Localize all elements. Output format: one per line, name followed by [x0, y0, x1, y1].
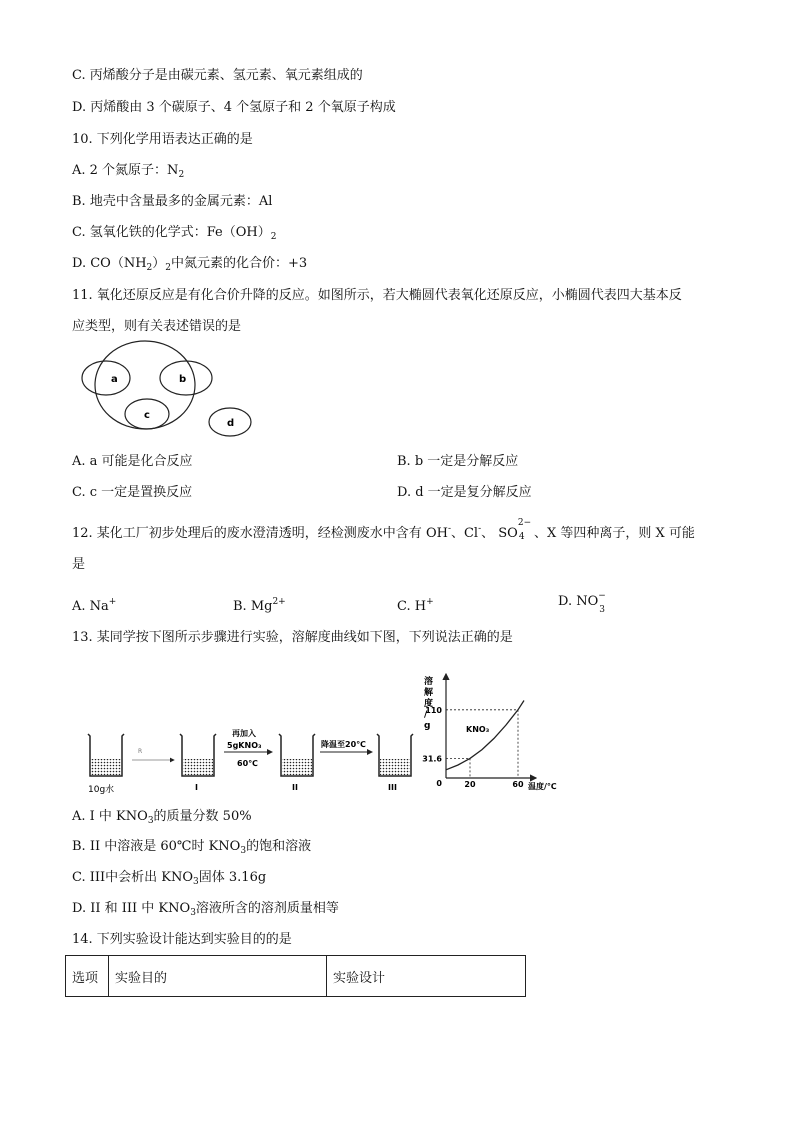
y-axis-label — [424, 675, 434, 731]
q12-stem-line1: 12. 某化工厂初步处理后的废水澄清透明，经检测废水中含有 OH-、Cl-、 SO 2− 4 、X 等四种离子，则 X 可能 — [72, 518, 695, 542]
step-add-line1: 再加入 — [232, 729, 256, 738]
q11-stem-line2: 应类型，则有关表述错误的是 — [72, 319, 242, 334]
beaker-I — [180, 734, 216, 776]
q14-stem: 14. 下列实验设计能达到实验目的的是 — [72, 932, 292, 947]
beaker-II — [279, 734, 315, 776]
step-add-line2: 5gKNO₃ — [227, 741, 262, 750]
q12-option-d: D. NO − 3 — [558, 591, 606, 615]
x-tick-0: 0 — [436, 779, 442, 788]
table-header-row — [66, 956, 526, 997]
q10-stem: 10. 下列化学用语表达正确的是 — [72, 132, 253, 147]
step-cool-label: 降温至20℃ — [321, 740, 366, 749]
q11-option-b: B. b 一定是分解反应 — [397, 454, 519, 469]
q12-option-b: B. $Mg^{2+}$ — [233, 597, 286, 614]
q10-option-b: B. 地壳中含量最多的金属元素：Al — [72, 194, 273, 209]
q13-option-b: B. II 中溶液是 60℃时 $KNO_3$的饱和溶液 — [72, 839, 312, 856]
x-tick-2: 60 — [512, 780, 524, 789]
small-ellipse-a — [82, 361, 130, 395]
q13-option-c: C. III中会析出 $KNO_3$固体 3.16g — [72, 870, 267, 887]
header-option: 选项 — [66, 956, 109, 997]
q10-option-d: D. $CO(NH_2)_2$中氮元素的化合价：+3 — [72, 256, 308, 273]
q11-option-d: D. d 一定是复分解反应 — [397, 485, 532, 500]
q13-solubility-chart — [416, 668, 576, 794]
beaker-III — [377, 734, 413, 776]
label-start: 10g水 — [88, 785, 115, 795]
y-axis-label-char: 解 — [424, 688, 434, 698]
chart-dynamic — [422, 701, 524, 790]
q14-table — [65, 955, 526, 997]
x-axis-label: 温度/℃ — [528, 782, 557, 791]
q10-option-c: C. 氢氧化铁的化学式：$Fe(OH)_2$ — [72, 225, 277, 242]
q10-option-a: A. 2 个氮原子：$N_2$ — [72, 163, 185, 180]
y-axis-label-char: 溶 — [424, 677, 434, 687]
header-purpose: 实验目的 — [109, 956, 327, 997]
q11-stem-line1: 11. 氧化还原反应是有化合价升降的反应。如图所示，若大椭圆代表氧化还原反应，小椭圆代表四大基本反 — [72, 288, 682, 303]
q13-stem: 13. 某同学按下图所示步骤进行实验，溶解度曲线如下图，下列说法正确的是 — [72, 630, 513, 645]
beaker-start — [88, 734, 124, 776]
label-d: d — [227, 418, 235, 429]
q12-option-a: A. Na+ — [72, 597, 117, 614]
series-label-kno3: KNO₃ — [466, 725, 490, 734]
arrow-1-label: R — [138, 748, 143, 755]
label-b: b — [179, 374, 187, 385]
y-axis-label-char: / — [424, 710, 428, 720]
q11-ellipse-diagram — [78, 340, 268, 440]
q11-option-c: C. c 一定是置换反应 — [72, 485, 193, 500]
label-II: II — [292, 783, 298, 792]
step-add-line3: 60℃ — [237, 759, 258, 768]
y-tick-0: 31.6 — [422, 754, 442, 764]
x-tick-1: 20 — [464, 780, 476, 789]
q11-option-a: A. a 可能是化合反应 — [72, 454, 193, 469]
label-c: c — [144, 410, 150, 421]
y-axis-label-char: g — [424, 721, 431, 731]
q13-option-d: D. II 和 III 中 $KNO_3$溶液所含的溶剂质量相等 — [72, 901, 339, 918]
q13-option-a: A. I 中 $KNO_3$的质量分数 50% — [72, 809, 252, 826]
y-tick-1: 110 — [425, 705, 442, 715]
solubility-curve — [446, 701, 524, 770]
y-axis-label-char: 度 — [424, 699, 434, 709]
label-a: a — [111, 374, 118, 385]
q9-option-c: C. 丙烯酸分子是由碳元素、氢元素、氧元素组成的 — [72, 68, 363, 83]
label-I: I — [195, 783, 198, 792]
q12-stem-line2: 是 — [72, 557, 86, 572]
q13-experiment-diagram — [82, 722, 422, 796]
label-III: III — [388, 783, 397, 792]
q9-option-d: D. 丙烯酸由 3 个碳原子、4 个氢原子和 2 个氧原子构成 — [72, 100, 396, 115]
q12-option-c: C. H+ — [397, 597, 434, 614]
header-design: 实验设计 — [327, 956, 526, 997]
